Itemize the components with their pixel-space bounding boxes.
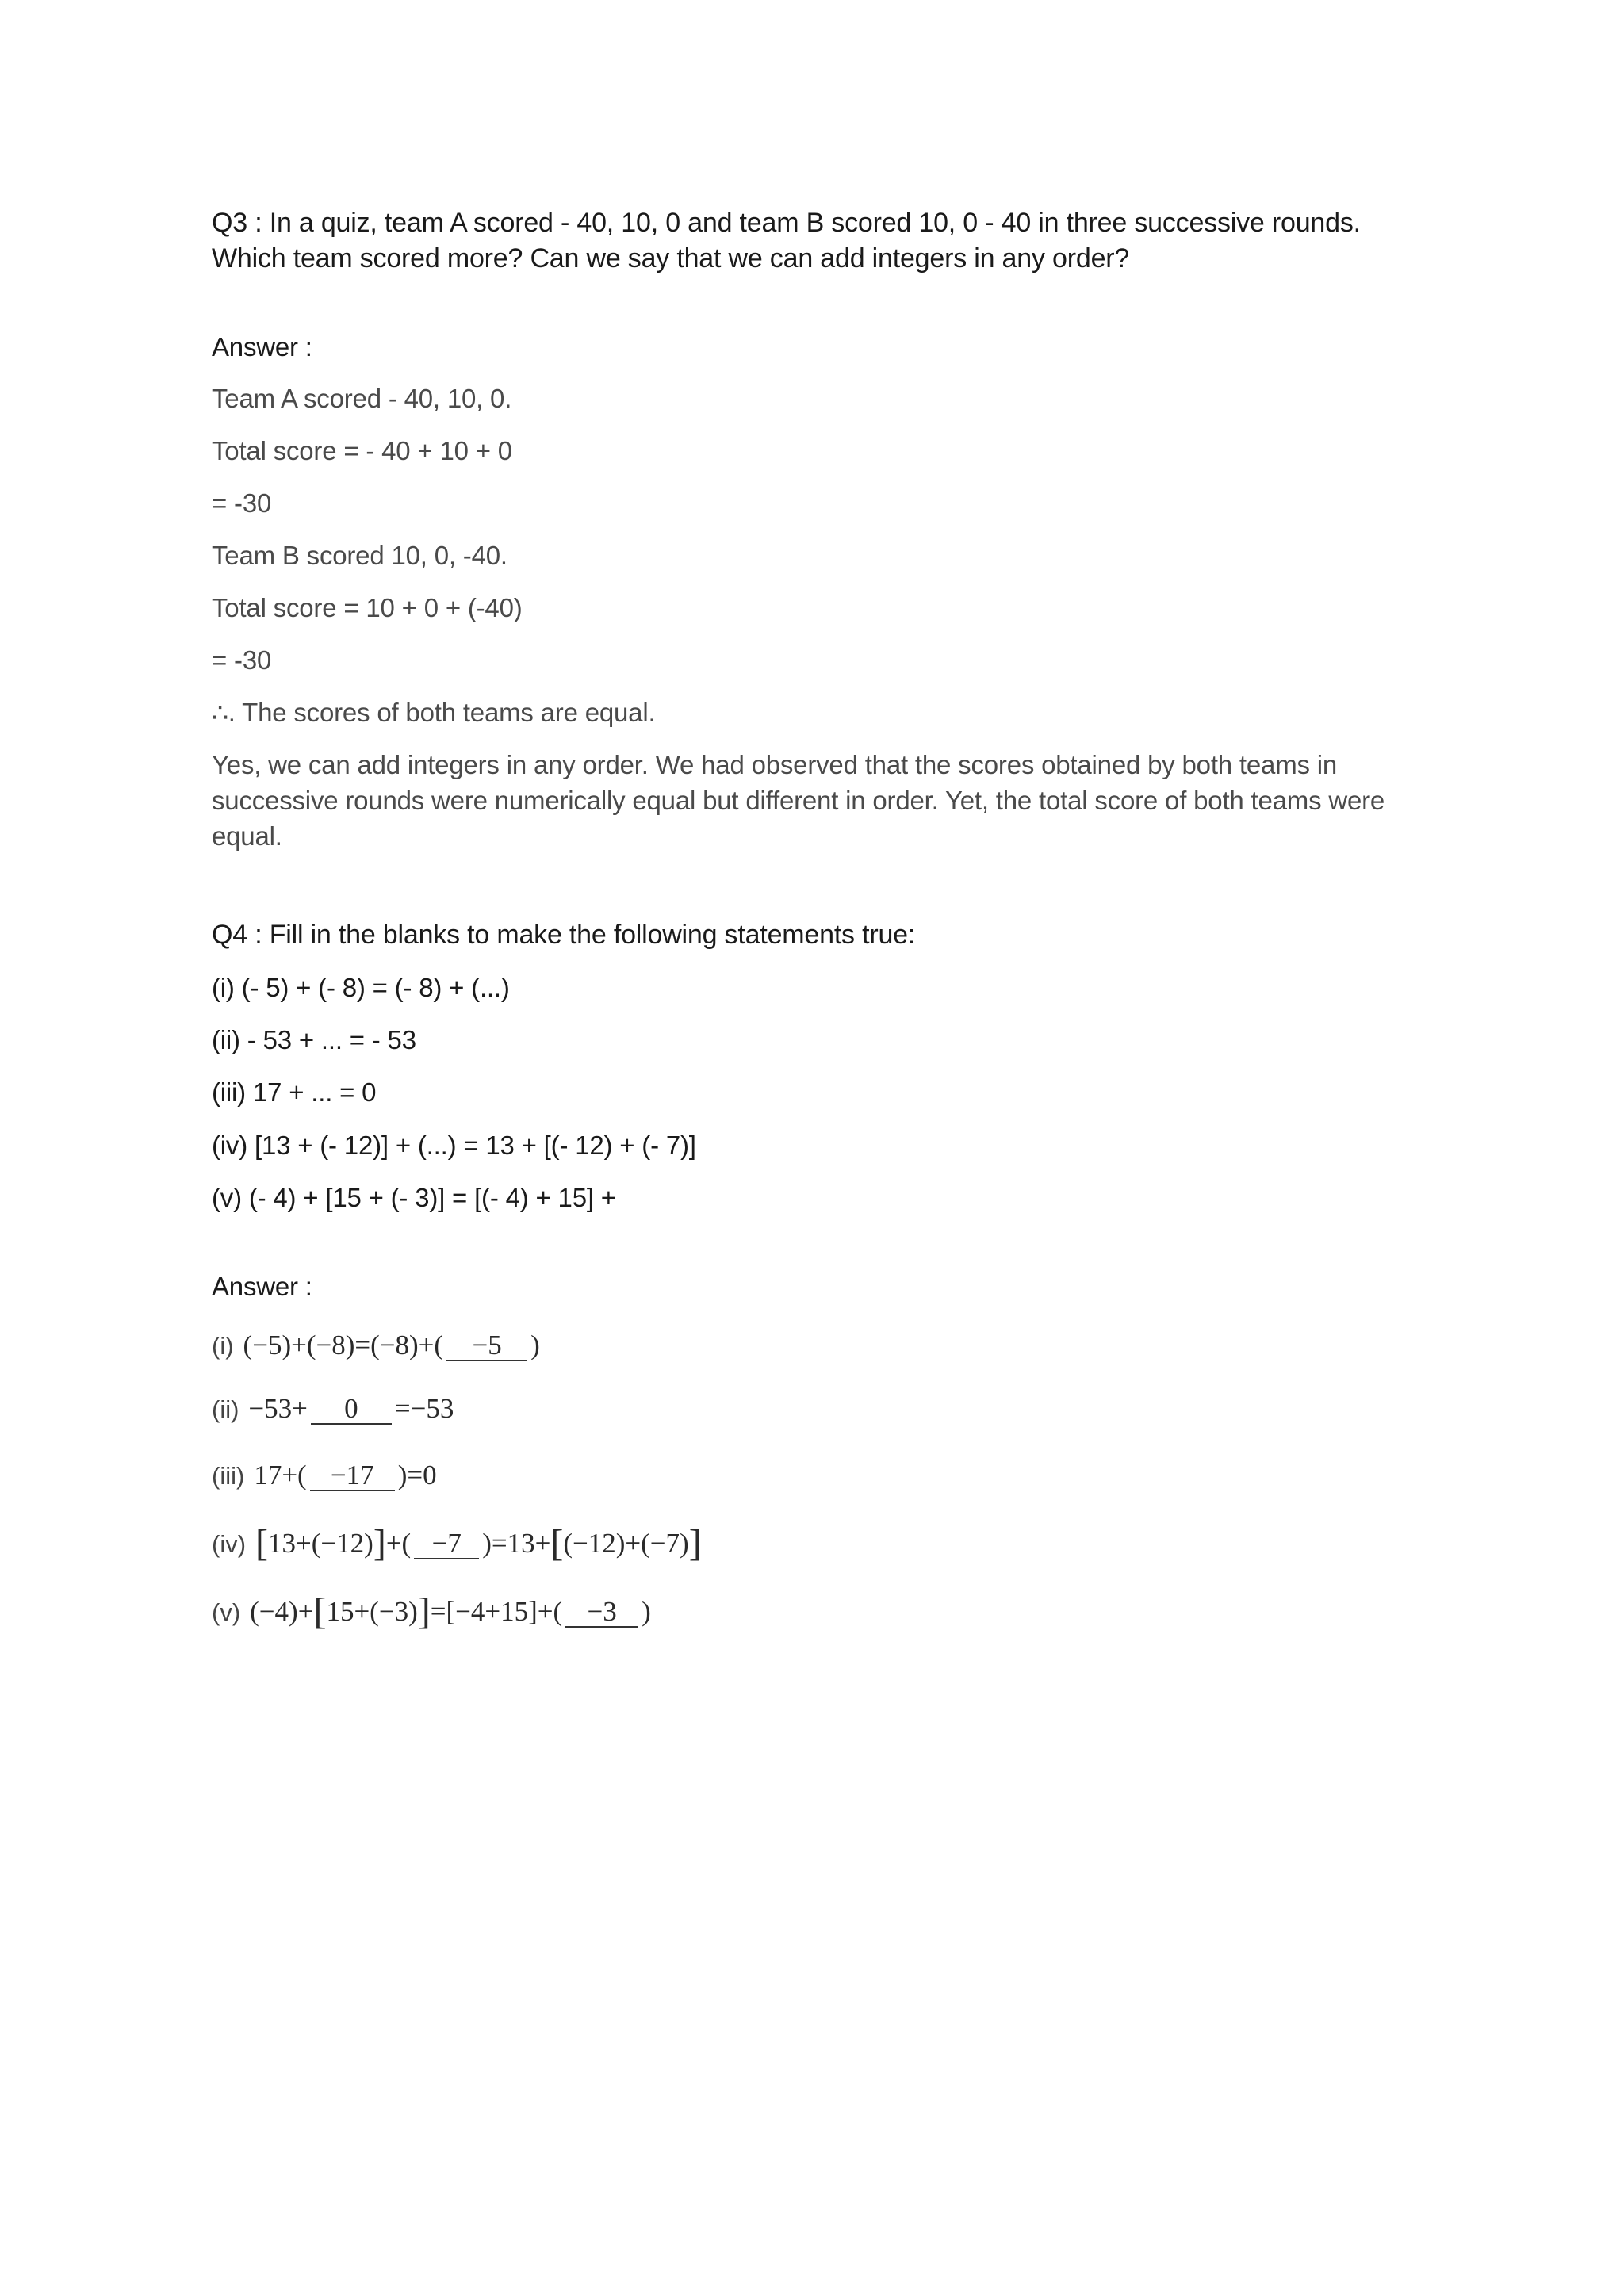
expr-part: 13+(−12) — [268, 1528, 373, 1559]
expr-part: )=13+ — [482, 1528, 551, 1559]
answer-item-label: (v) — [212, 1598, 241, 1626]
expr-part: =[−4+15]+( — [430, 1596, 563, 1627]
answer-item-label: (iii) — [212, 1462, 245, 1490]
answer-blank: −3 — [565, 1598, 638, 1628]
q3-answer-line: Team B scored 10, 0, -40. — [212, 541, 508, 570]
expr-part: [ — [313, 1590, 327, 1632]
expr-part: ) — [642, 1596, 651, 1627]
answer-blank: 0 — [311, 1395, 392, 1425]
expr-part: (−12)+(−7) — [563, 1528, 689, 1559]
expr-part: ) — [530, 1330, 540, 1360]
answer-blank: −7 — [414, 1529, 479, 1559]
answer-item-label: (i) — [212, 1332, 234, 1360]
expr-part: ] — [373, 1522, 386, 1564]
expr-part: ] — [417, 1590, 431, 1632]
answer-blank: −5 — [446, 1331, 527, 1361]
q3-answer-line: = -30 — [212, 488, 272, 518]
q4-answer-iv — [212, 1524, 702, 1564]
q3-answer-line: Team A scored - 40, 10, 0. — [212, 384, 512, 413]
answer-item-label: (ii) — [212, 1395, 239, 1423]
answer-blank: −17 — [310, 1461, 395, 1491]
q3-answer-line: Total score = 10 + 0 + (-40) — [212, 593, 523, 622]
expr-part: =−53 — [394, 1393, 454, 1424]
q4-answer-iii — [212, 1456, 437, 1496]
q4-question: Q4 : Fill in the blanks to make the following statements true: — [212, 920, 916, 950]
math-expression — [243, 1330, 540, 1360]
expr-part: 15+(−3) — [326, 1596, 418, 1627]
q4-answer-v — [212, 1592, 651, 1632]
math-expression — [255, 1522, 702, 1564]
q3-answer-line: = -30 — [212, 645, 272, 675]
q4-statement: (v) (- 4) + [15 + (- 3)] = [(- 4) + 15] + — [212, 1183, 616, 1212]
math-expression — [248, 1393, 454, 1424]
expr-part: −53+ — [248, 1393, 308, 1424]
q3-question-line-2: Which team scored more? Can we say that we can add integers in any order? — [212, 243, 1130, 274]
q3-answer-label: Answer : — [212, 332, 312, 362]
q4-statement: (i) (- 5) + (- 8) = (- 8) + (...) — [212, 973, 510, 1002]
expr-part: (−5)+(−8)=(−8)+( — [243, 1330, 444, 1360]
math-expression — [254, 1460, 436, 1490]
q3-explanation-paragraph: Yes, we can add integers in any order. We had observed that the scores obtained by both teams in successive rounds were numerically equal but different in order. Yet, the total score of both teams were equal. — [212, 750, 1385, 851]
expr-part: [ — [255, 1522, 269, 1564]
q4-statement: (iv) [13 + (- 12)] + (...) = 13 + [(- 12) + (- 7)] — [212, 1131, 696, 1160]
answer-item-label: (iv) — [212, 1530, 247, 1558]
expr-part: 17+( — [254, 1460, 307, 1490]
q3-conclusion: ∴. The scores of both teams are equal. — [212, 698, 656, 727]
q3-answer-line: Total score = - 40 + 10 + 0 — [212, 436, 512, 465]
q4-answer-i — [212, 1326, 540, 1366]
expr-part: )=0 — [397, 1460, 437, 1490]
expr-part: +( — [385, 1528, 412, 1559]
q3-question-line-1: Q3 : In a quiz, team A scored - 40, 10, 0 and team B scored 10, 0 - 40 in three successive rounds. — [212, 208, 1361, 238]
math-expression — [250, 1590, 651, 1632]
q4-statement: (ii) - 53 + ... = - 53 — [212, 1025, 416, 1054]
q4-answer-label: Answer : — [212, 1272, 312, 1301]
expr-part: [ — [550, 1522, 564, 1564]
expr-part: (−4)+ — [250, 1596, 314, 1627]
q4-answer-ii — [212, 1389, 454, 1429]
expr-part: ] — [688, 1522, 702, 1564]
q4-statement: (iii) 17 + ... = 0 — [212, 1077, 377, 1107]
